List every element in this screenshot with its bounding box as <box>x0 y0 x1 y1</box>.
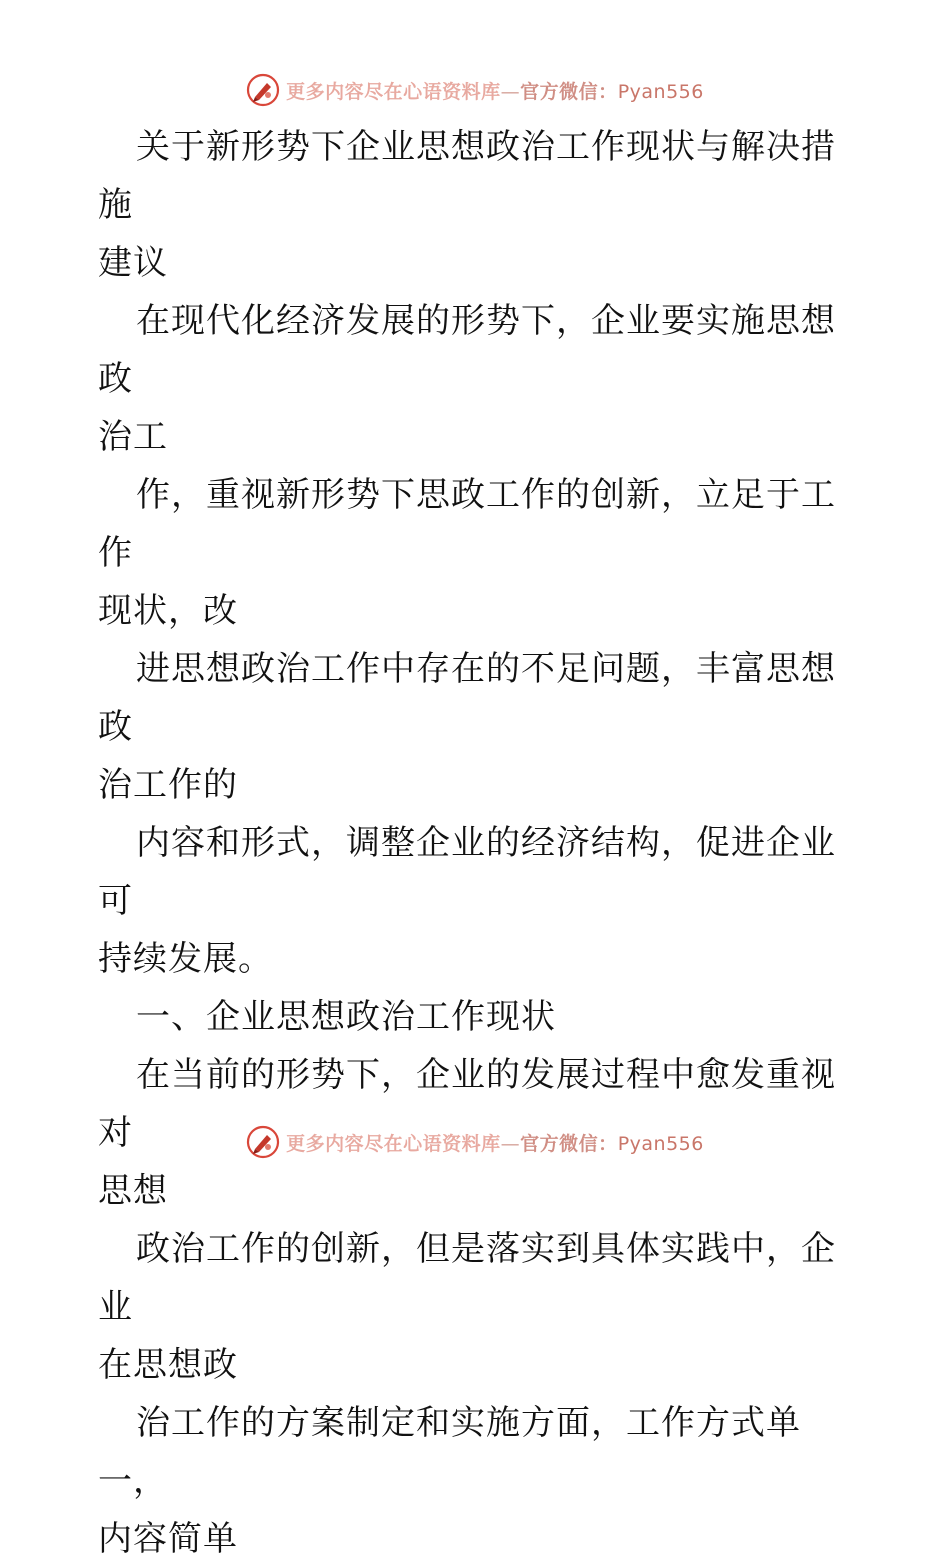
paragraph-line: 持续发展。 <box>98 939 273 979</box>
paragraph-line: 治工 <box>98 417 168 457</box>
paragraph <box>98 292 858 466</box>
paragraph-line: 内容和形式，调整企业的经济结构，促进企业可 <box>98 823 836 921</box>
paragraph-line: 思想 <box>98 1171 168 1211</box>
paragraph-line: 在当前的形势下，企业的发展过程中愈发重视对 <box>98 1055 836 1153</box>
watermark-header <box>0 70 950 110</box>
paragraph-line: 内容简单 <box>98 1519 238 1559</box>
paragraph <box>98 466 858 640</box>
watermark-dash: — <box>500 80 521 103</box>
paragraph <box>98 1220 858 1394</box>
paragraph-line: 在思想政 <box>98 1345 238 1385</box>
paragraph-line: 现状，改 <box>98 591 238 631</box>
paragraph-title <box>98 118 858 292</box>
watermark-site-text: 更多内容尽在心语资料库 <box>286 1132 501 1155</box>
document-body <box>98 118 858 1568</box>
watermark-wechat-label: 官方微信： <box>520 80 618 103</box>
paragraph-line: 政治工作的创新，但是落实到具体实践中，企业 <box>98 1229 836 1327</box>
pen-logo-icon <box>246 73 280 107</box>
watermark-dash: — <box>500 1132 521 1155</box>
watermark-wechat-label: 官方微信： <box>520 1132 618 1155</box>
pen-logo-icon <box>246 1125 280 1159</box>
paragraph-line: 进思想政治工作中存在的不足问题，丰富思想政 <box>98 649 836 747</box>
paragraph-line: 在现代化经济发展的形势下，企业要实施思想政 <box>98 301 836 399</box>
paragraph-line: 治工作的方案制定和实施方面，工作方式单一， <box>98 1403 801 1501</box>
paragraph <box>98 640 858 814</box>
paragraph-line: 作，重视新形势下思政工作的创新，立足于工作 <box>98 475 836 573</box>
watermark-wechat-id: Pyan556 <box>617 1132 704 1155</box>
watermark-wechat-id: Pyan556 <box>617 80 704 103</box>
paragraph-line: 关于新形势下企业思想政治工作现状与解决措施 <box>98 127 836 225</box>
watermark-footer <box>0 1122 950 1162</box>
paragraph <box>98 1394 858 1568</box>
watermark-site-text: 更多内容尽在心语资料库 <box>286 80 501 103</box>
section-heading <box>98 988 858 1046</box>
paragraph-line: 建议 <box>98 243 168 283</box>
paragraph <box>98 814 858 988</box>
paragraph-line: 一、企业思想政治工作现状 <box>136 997 556 1037</box>
paragraph-line: 治工作的 <box>98 765 238 805</box>
